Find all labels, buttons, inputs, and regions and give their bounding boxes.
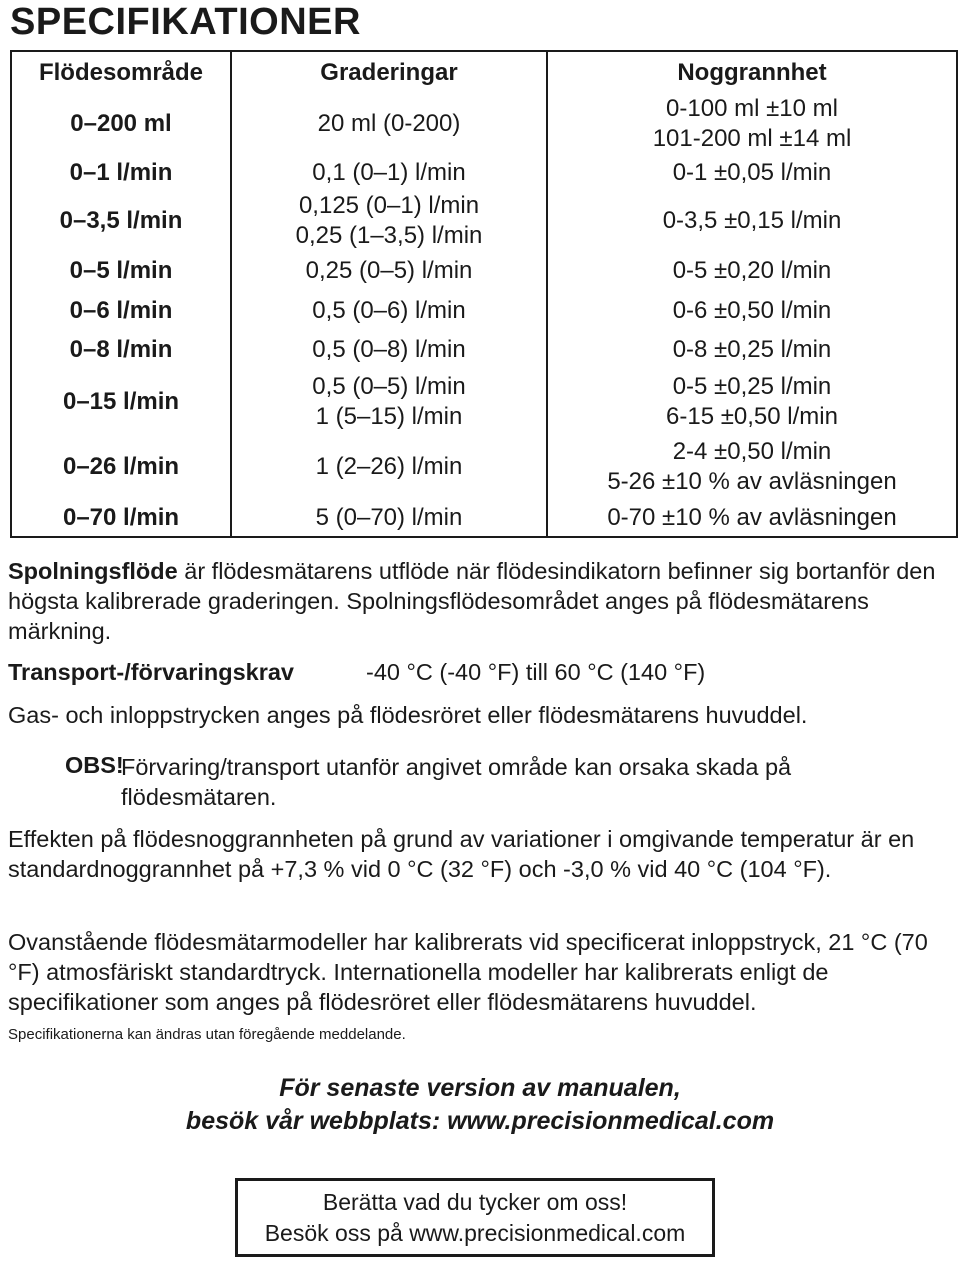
table-row xyxy=(11,154,957,191)
graduation-line: 1 (5–15) l/min xyxy=(315,403,463,430)
accuracy-line: 0-1 ±0,05 l/min xyxy=(672,158,832,186)
header-flow-range: Flödesområde xyxy=(11,51,231,94)
accuracy-line: 101-200 ml ±14 ml xyxy=(652,125,852,152)
transport-requirements xyxy=(8,657,953,687)
purge-flow-paragraph xyxy=(8,556,953,646)
graduation-line: 0,5 (0–8) l/min xyxy=(312,336,466,363)
graduation-cell xyxy=(231,369,547,435)
graduation-cell xyxy=(231,499,547,537)
accuracy-cell xyxy=(547,435,957,499)
graduation-cell xyxy=(231,154,547,191)
table-row xyxy=(11,435,957,499)
graduation-cell xyxy=(231,94,547,154)
accuracy-line: 6-15 ±0,50 l/min xyxy=(666,403,838,430)
graduation-line: 0,25 (1–3,5) l/min xyxy=(295,222,483,249)
accuracy-line: 2-4 ±0,50 l/min xyxy=(672,438,832,465)
transport-value: -40 °C (-40 °F) till 60 °C (140 °F) xyxy=(366,659,706,685)
feedback-line2: Besök oss på www.precisionmedical.com xyxy=(264,1220,686,1246)
graduation-line: 20 ml (0-200) xyxy=(317,110,461,137)
accuracy-effect-paragraph: Effekten på flödesnoggrannheten på grund av variationer i omgivande temperatur är en standardnoggrannhet på +7,3 % vid 0 °C (32 °F) och -3,0 % vid 40 °C (104 °F). xyxy=(8,826,915,882)
table-row xyxy=(11,369,957,435)
obs-text: Förvaring/transport utanför angivet område kan orsaka skada på flödesmätaren. xyxy=(121,754,792,810)
flow-range-cell: 0–3,5 l/min xyxy=(11,191,231,251)
purge-flow-text: är flödesmätarens utflöde när flödesindikatorn befinner sig bortanför den högsta kalibrerade graderingen. Spolningsflödesområdet anges på flödesmätarens märkning. xyxy=(8,558,936,644)
flow-range-cell: 0–5 l/min xyxy=(11,251,231,291)
accuracy-line: 5-26 ±10 % av avläsningen xyxy=(607,468,897,495)
graduation-cell xyxy=(231,291,547,331)
table-header-row xyxy=(11,51,957,94)
graduation-line: 1 (2–26) l/min xyxy=(315,453,463,480)
flow-range-cell: 0–200 ml xyxy=(11,94,231,154)
flow-range-cell: 0–70 l/min xyxy=(11,499,231,537)
flow-range-cell: 0–26 l/min xyxy=(11,435,231,499)
flow-range-cell: 0–6 l/min xyxy=(11,291,231,331)
graduation-line: 0,25 (0–5) l/min xyxy=(305,257,473,284)
accuracy-line: 0-100 ml ±10 ml xyxy=(666,95,838,122)
graduation-cell xyxy=(231,251,547,291)
table-row xyxy=(11,251,957,291)
header-accuracy: Noggrannhet xyxy=(547,51,957,94)
graduation-line: 5 (0–70) l/min xyxy=(315,503,463,531)
accuracy-cell xyxy=(547,94,957,154)
graduation-line: 0,5 (0–5) l/min xyxy=(312,373,466,400)
obs-label: OBS! xyxy=(65,752,124,778)
table-row xyxy=(11,331,957,369)
page-title: SPECIFIKATIONER xyxy=(10,1,361,43)
accuracy-cell xyxy=(547,154,957,191)
flow-range-cell: 0–8 l/min xyxy=(11,331,231,369)
accuracy-line: 0-6 ±0,50 l/min xyxy=(672,297,832,324)
graduation-cell xyxy=(231,435,547,499)
website-notice-line2: besök vår webbplats: www.precisionmedical.com xyxy=(185,1107,775,1135)
table-row xyxy=(11,191,957,251)
feedback-line1: Berätta vad du tycker om oss! xyxy=(322,1189,628,1215)
website-notice-line1: För senaste version av manualen, xyxy=(279,1074,681,1102)
flow-range-cell: 0–1 l/min xyxy=(11,154,231,191)
header-graduations: Graderingar xyxy=(231,51,547,94)
accuracy-cell xyxy=(547,291,957,331)
accuracy-cell xyxy=(547,251,957,291)
accuracy-cell xyxy=(547,191,957,251)
accuracy-line: 0-8 ±0,25 l/min xyxy=(672,336,832,363)
accuracy-cell xyxy=(547,331,957,369)
accuracy-line: 0-3,5 ±0,15 l/min xyxy=(662,207,842,234)
calibration-paragraph: Ovanstående flödesmätarmodeller har kalibrerats vid specificerat inloppstryck, 21 °C (70 °F) atmosfäriskt standardtryck. Internationella modeller har kalibrerats enligt de specifikationer som anges på flödesröret eller flödesmätarens huvuddel. xyxy=(8,929,928,1015)
transport-label: Transport-/förvaringskrav xyxy=(8,659,295,685)
graduation-line: 0,5 (0–6) l/min xyxy=(312,297,466,324)
change-notice: Specifikationerna kan ändras utan föregående meddelande. xyxy=(8,1026,406,1043)
graduation-line: 0,125 (0–1) l/min xyxy=(298,192,480,219)
table-row xyxy=(11,499,957,537)
accuracy-cell xyxy=(547,369,957,435)
specifications-table xyxy=(10,50,958,538)
table-row xyxy=(11,94,957,154)
gas-pressure-text: Gas- och inloppstrycken anges på flödesröret eller flödesmätarens huvuddel. xyxy=(8,702,808,728)
graduation-line: 0,1 (0–1) l/min xyxy=(312,158,466,186)
accuracy-line: 0-5 ±0,25 l/min xyxy=(672,373,832,400)
accuracy-line: 0-5 ±0,20 l/min xyxy=(672,257,832,284)
flow-range-cell: 0–15 l/min xyxy=(11,369,231,435)
graduation-cell xyxy=(231,191,547,251)
table-row xyxy=(11,291,957,331)
purge-flow-term: Spolningsflöde xyxy=(8,558,178,584)
accuracy-cell xyxy=(547,499,957,537)
graduation-cell xyxy=(231,331,547,369)
accuracy-line: 0-70 ±10 % av avläsningen xyxy=(607,503,897,531)
feedback-box xyxy=(235,1178,715,1257)
